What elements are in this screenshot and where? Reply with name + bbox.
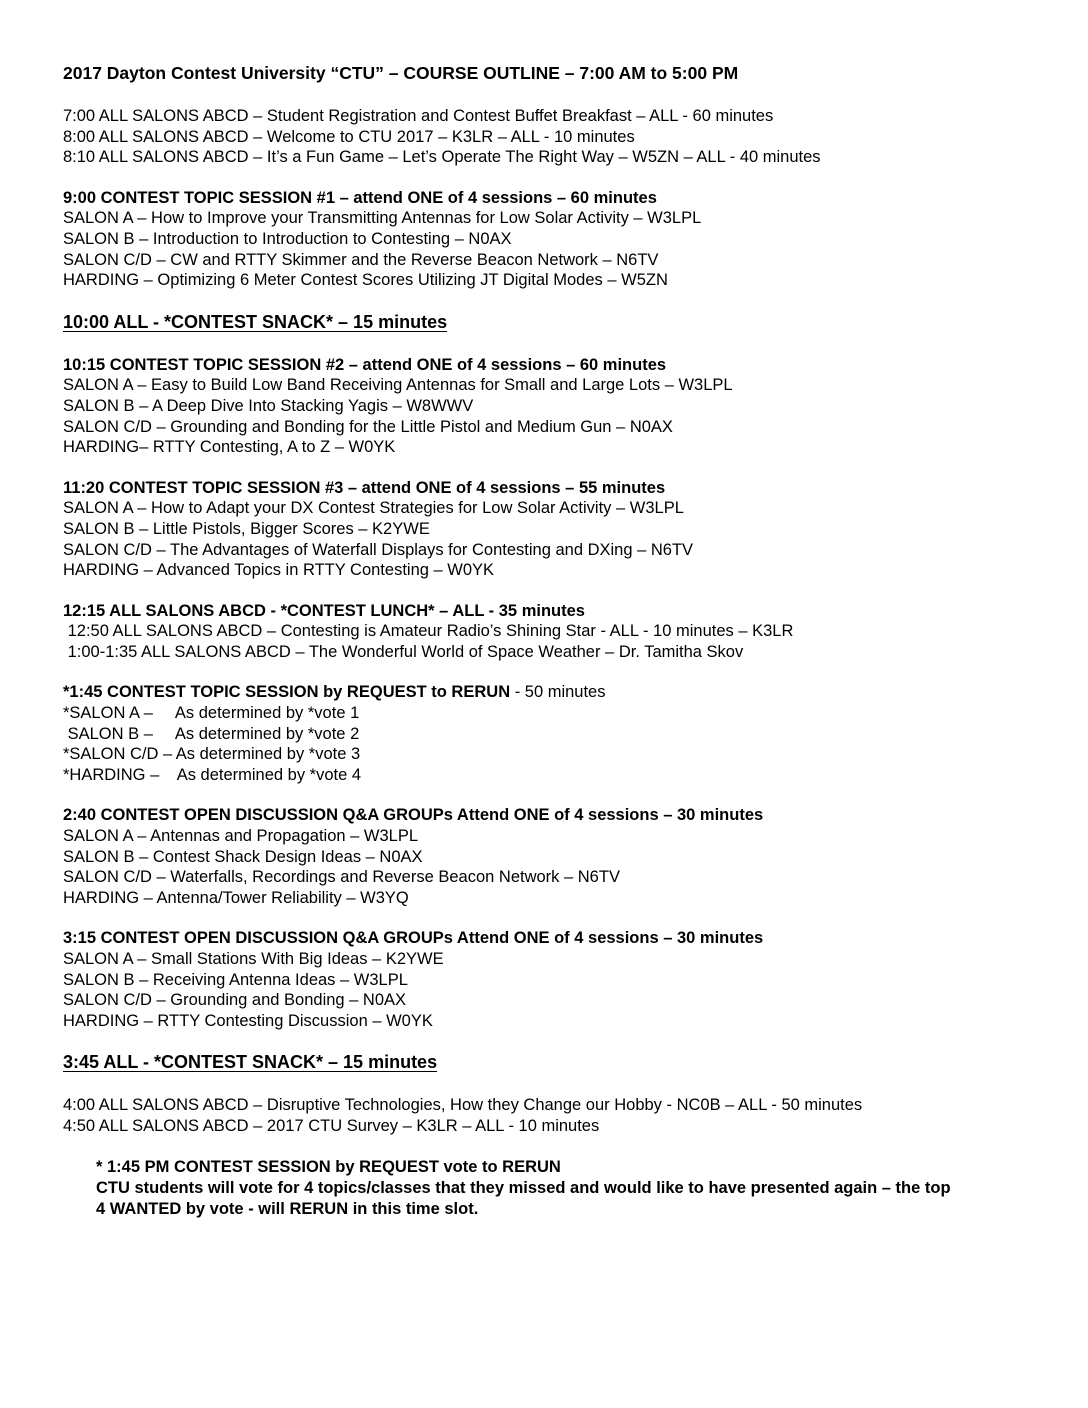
section-header-text: *1:45 CONTEST TOPIC SESSION by REQUEST to RERUN: [63, 683, 511, 702]
section-header: [63, 928, 1030, 949]
footnote-line: 4 WANTED by vote - will RERUN in this time slot.: [96, 1199, 479, 1218]
schedule-line: SALON B – Contest Shack Design Ideas – N0AX: [63, 847, 423, 866]
session-section: [63, 355, 1030, 458]
schedule-line: *SALON A – As determined by *vote 1: [63, 704, 360, 723]
section-header-text: 9:00 CONTEST TOPIC SESSION #1 – attend ONE of 4 sessions – 60 minutes: [63, 188, 657, 207]
schedule-line: SALON C/D – The Advantages of Waterfall Displays for Contesting and DXing – N6TV: [63, 540, 694, 559]
section-header: [63, 478, 1030, 499]
schedule-line: SALON C/D – Grounding and Bonding – N0AX: [63, 991, 407, 1010]
schedule-line: 4:50 ALL SALONS ABCD – 2017 CTU Survey – K3LR – ALL - 10 minutes: [63, 1116, 600, 1135]
schedule-line: SALON A – How to Adapt your DX Contest Strategies for Low Solar Activity – W3LPL: [63, 499, 684, 518]
schedule-line: 4:00 ALL SALONS ABCD – Disruptive Technologies, How they Change our Hobby - NC0B – ALL - 50 minutes: [63, 1096, 863, 1115]
break-section: [63, 1051, 1030, 1074]
schedule-line: SALON B – As determined by *vote 2: [63, 724, 360, 743]
schedule-line: HARDING – RTTY Contesting Discussion – W0YK: [63, 1011, 433, 1030]
session-section: [63, 478, 1030, 581]
schedule-block: [63, 1095, 1030, 1136]
footnote-line: * 1:45 PM CONTEST SESSION by REQUEST vote to RERUN: [96, 1157, 561, 1176]
section-header-text: 3:15 CONTEST OPEN DISCUSSION Q&A GROUPs Attend ONE of 4 sessions – 30 minutes: [63, 929, 764, 948]
session-section: [63, 188, 1030, 291]
document-title: 2017 Dayton Contest University “CTU” – COURSE OUTLINE – 7:00 AM to 5:00 PM: [63, 63, 739, 83]
session-section: [63, 928, 1030, 1031]
schedule-line: 7:00 ALL SALONS ABCD – Student Registration and Contest Buffet Breakfast – ALL - 60 minutes: [63, 107, 774, 125]
schedule-line: 8:10 ALL SALONS ABCD – It’s a Fun Game – Let’s Operate The Right Way – W5ZN – ALL - 40 minutes: [63, 148, 821, 167]
schedule-line: SALON B – A Deep Dive Into Stacking Yagis – W8WWV: [63, 396, 474, 415]
schedule-line: SALON C/D – Waterfalls, Recordings and Reverse Beacon Network – N6TV: [63, 868, 620, 887]
section-header-text: 12:15 ALL SALONS ABCD - *CONTEST LUNCH* – ALL - 35 minutes: [63, 601, 585, 620]
session-section: [63, 805, 1030, 908]
section-header-tail: - 50 minutes: [510, 683, 606, 702]
schedule-line: SALON A – Easy to Build Low Band Receiving Antennas for Small and Large Lots – W3LPL: [63, 376, 733, 395]
schedule-line: 12:50 ALL SALONS ABCD – Contesting is Amateur Radio’s Shining Star - ALL - 10 minutes – K3LR: [63, 622, 794, 641]
break-section: [63, 311, 1030, 334]
break-line: 10:00 ALL - *CONTEST SNACK* – 15 minutes: [63, 311, 448, 332]
schedule-line: SALON A – Small Stations With Big Ideas – K2YWE: [63, 950, 444, 968]
schedule-line: SALON A – Antennas and Propagation – W3LPL: [63, 827, 418, 846]
schedule-line: *SALON C/D – As determined by *vote 3: [63, 745, 361, 764]
schedule-line: SALON B – Little Pistols, Bigger Scores – K2YWE: [63, 519, 430, 538]
section-header-text: 2:40 CONTEST OPEN DISCUSSION Q&A GROUPs Attend ONE of 4 sessions – 30 minutes: [63, 806, 764, 825]
footnote-line: CTU students will vote for 4 topics/classes that they missed and would like to have presented again – the top: [96, 1178, 951, 1197]
section-header-text: 11:20 CONTEST TOPIC SESSION #3 – attend ONE of 4 sessions – 55 minutes: [63, 478, 666, 497]
schedule-line: SALON C/D – Grounding and Bonding for the Little Pistol and Medium Gun – N0AX: [63, 417, 673, 436]
schedule-line: HARDING – Antenna/Tower Reliability – W3YQ: [63, 888, 409, 907]
schedule-line: 8:00 ALL SALONS ABCD – Welcome to CTU 2017 – K3LR – ALL - 10 minutes: [63, 127, 635, 146]
document-body: [63, 106, 1030, 1220]
section-header: [63, 601, 1030, 622]
schedule-line: 1:00-1:35 ALL SALONS ABCD – The Wonderful World of Space Weather – Dr. Tamitha Skov: [63, 642, 744, 661]
schedule-line: SALON B – Introduction to Introduction to Contesting – N0AX: [63, 229, 512, 248]
section-header: [63, 805, 1030, 826]
section-header: [63, 355, 1030, 376]
schedule-line: SALON A – How to Improve your Transmitting Antennas for Low Solar Activity – W3LPL: [63, 209, 702, 228]
schedule-line: HARDING – Optimizing 6 Meter Contest Scores Utilizing JT Digital Modes – W5ZN: [63, 271, 668, 290]
section-header-text: 10:15 CONTEST TOPIC SESSION #2 – attend ONE of 4 sessions – 60 minutes: [63, 355, 667, 374]
schedule-line: HARDING– RTTY Contesting, A to Z – W0YK: [63, 438, 396, 457]
section-header: [63, 682, 1030, 703]
schedule-line: *HARDING – As determined by *vote 4: [63, 765, 362, 784]
schedule-line: SALON B – Receiving Antenna Ideas – W3LPL: [63, 970, 408, 989]
break-line: 3:45 ALL - *CONTEST SNACK* – 15 minutes: [63, 1052, 438, 1073]
session-section: [63, 601, 1030, 663]
schedule-line: SALON C/D – CW and RTTY Skimmer and the Reverse Beacon Network – N6TV: [63, 250, 659, 269]
schedule-line: HARDING – Advanced Topics in RTTY Contesting – W0YK: [63, 561, 495, 580]
schedule-block: [63, 106, 1030, 168]
section-header: [63, 188, 1030, 209]
session-section: [63, 682, 1030, 785]
footnote-section: [96, 1157, 1030, 1220]
